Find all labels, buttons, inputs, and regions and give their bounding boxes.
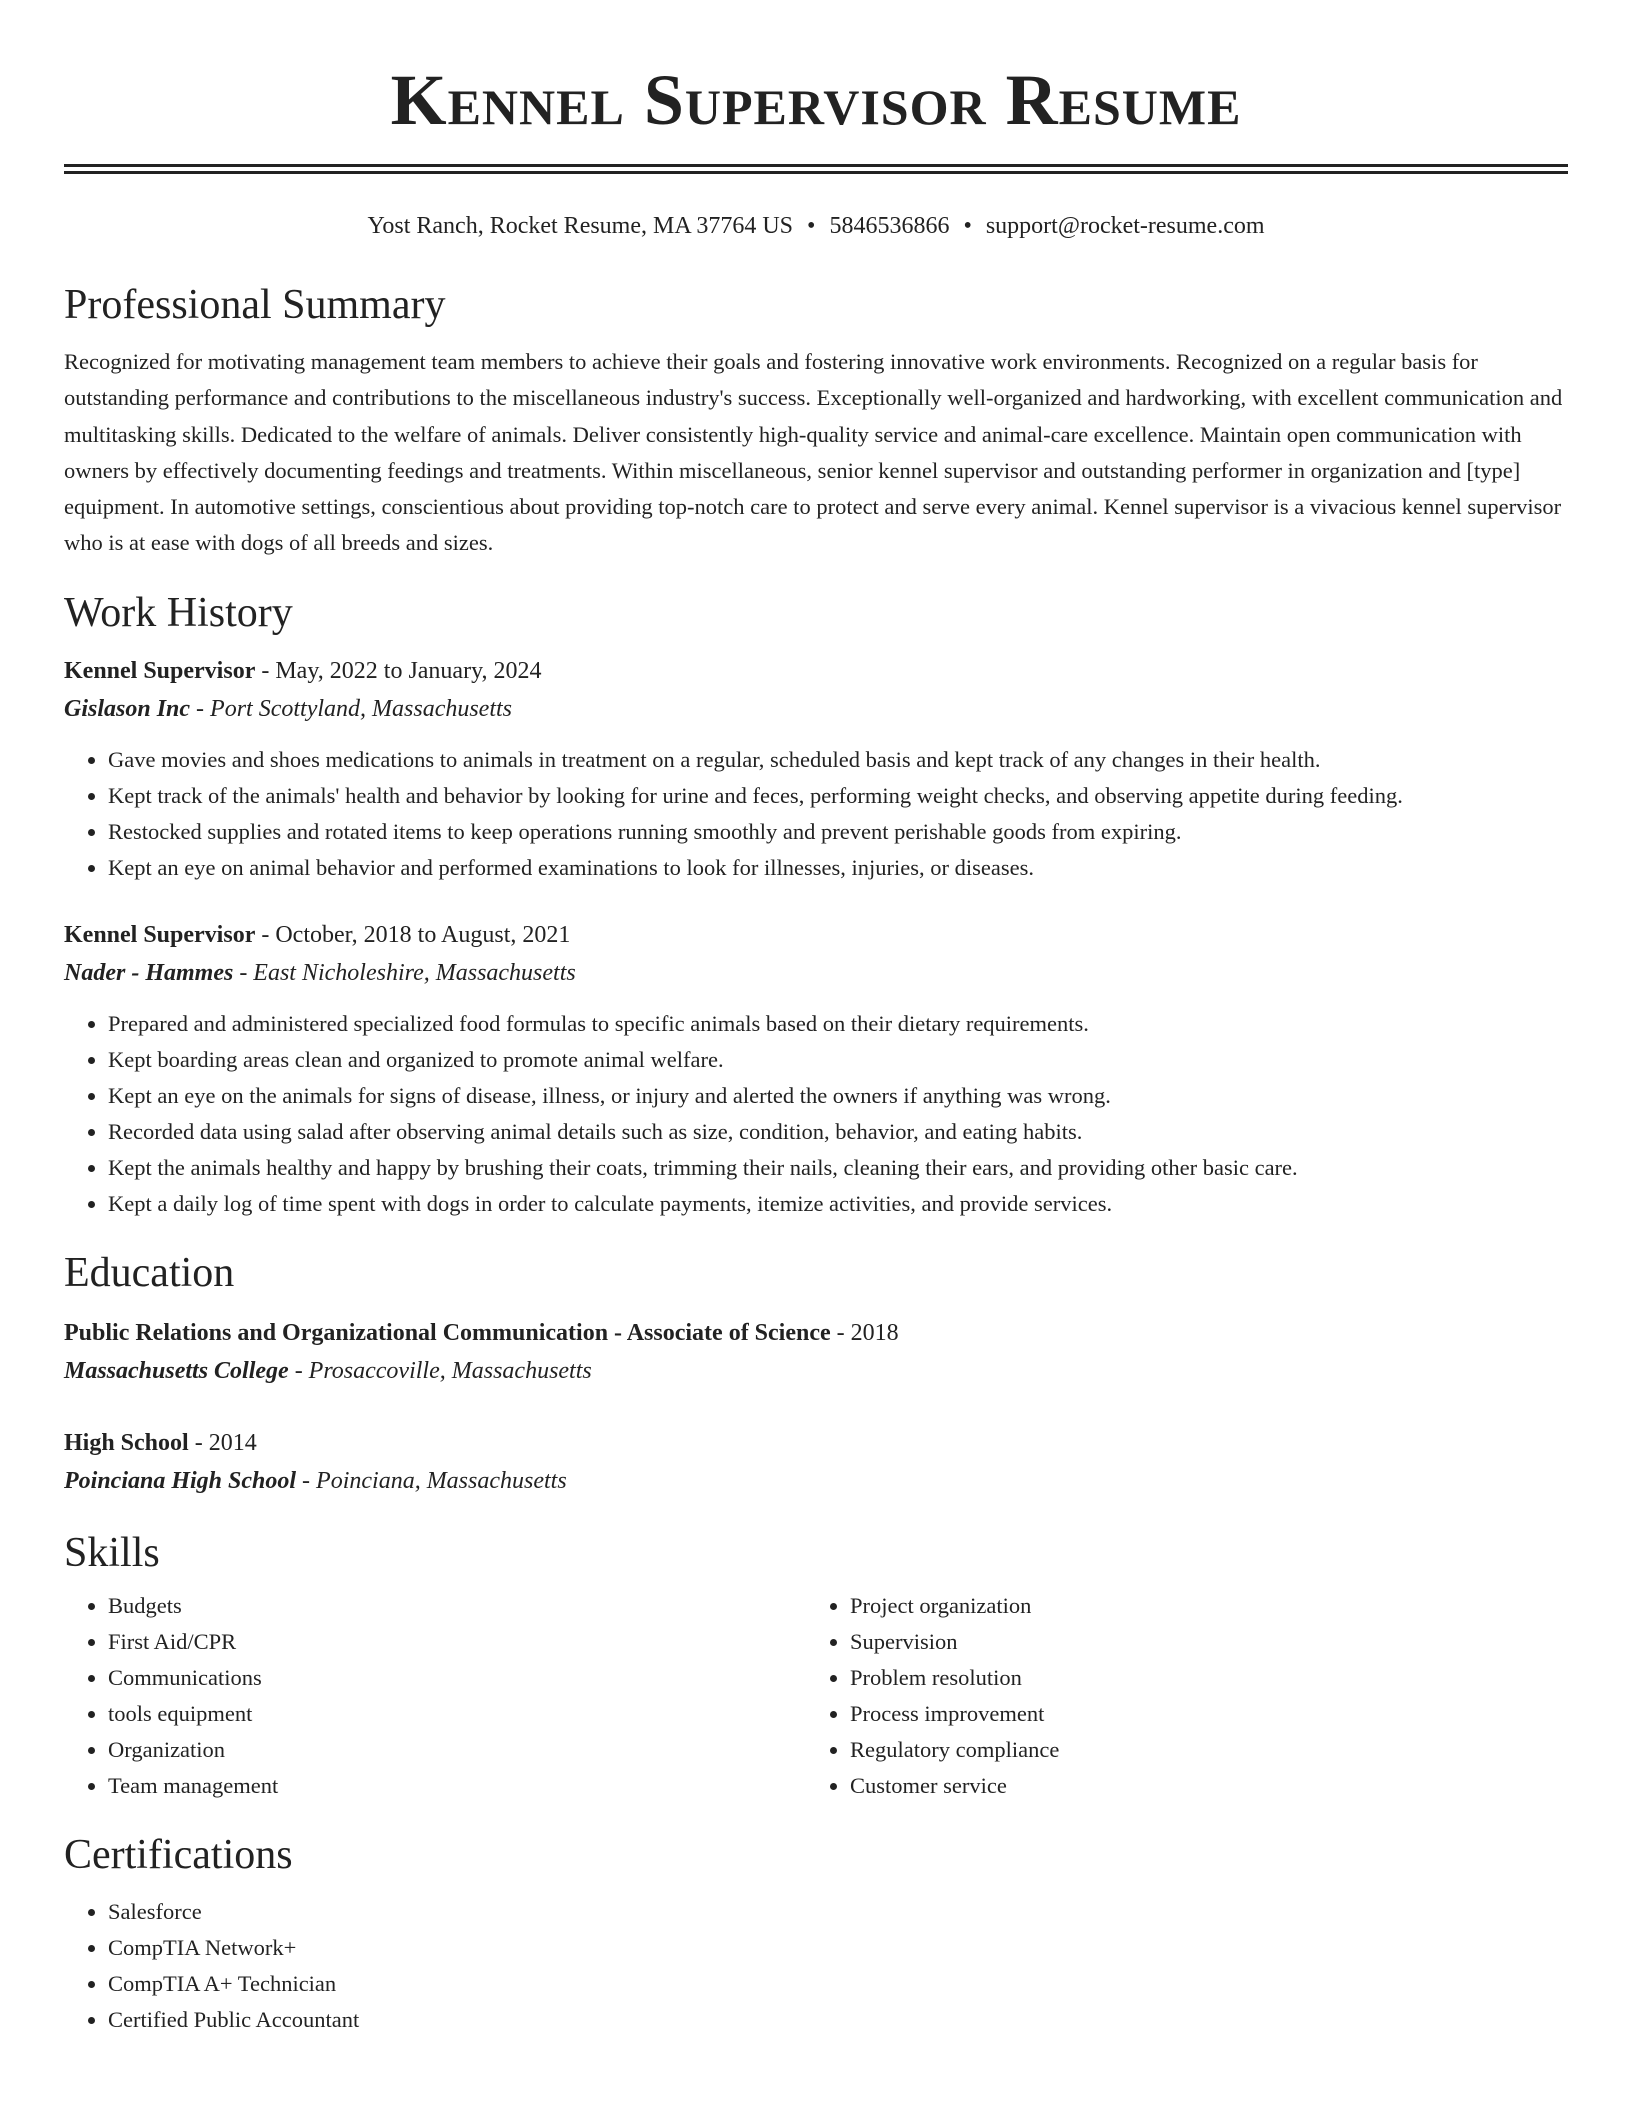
education-heading: Education (64, 1249, 235, 1296)
skills-grid (64, 1588, 1568, 1804)
work-history-heading: Work History (64, 589, 293, 636)
list-item: • Restocked supplies and rotated items to keep operations running smoothly and prevent perishable goods from expiring. (108, 814, 1568, 850)
skill-item: • Supervision (850, 1624, 1548, 1660)
school-name: Massachusetts College (64, 1357, 289, 1384)
skill-item: • Communications (108, 1660, 806, 1696)
certifications-list (64, 1894, 1568, 2038)
job-bullets (64, 1006, 1568, 1222)
skill-item: • tools equipment (108, 1696, 806, 1732)
school-location: - Prosaccoville, Massachusetts (288, 1357, 592, 1384)
job-company-line (64, 954, 1568, 992)
job-bullets (64, 742, 1568, 886)
job-title-line (64, 652, 1568, 690)
skill-item: • First Aid/CPR (108, 1624, 806, 1660)
contact-line (64, 210, 1568, 242)
list-item: • Gave movies and shoes medications to animals in treatment on a regular, scheduled basis and kept track of any changes in their health. (108, 742, 1568, 778)
summary-heading: Professional Summary (64, 282, 446, 328)
skill-item: • Project organization (850, 1588, 1548, 1624)
job-title: Kennel Supervisor (64, 921, 256, 948)
skill-item: • Organization (108, 1732, 806, 1768)
contact-separator: • (963, 213, 972, 239)
skill-item: • Problem resolution (850, 1660, 1548, 1696)
skills-column-right (806, 1588, 1548, 1804)
job-entry (64, 916, 1568, 1222)
job-title: Kennel Supervisor (64, 657, 256, 684)
certification-item: • CompTIA Network+ (108, 1930, 1568, 1966)
degree-name: High School (64, 1429, 189, 1456)
skill-item: • Team management (108, 1768, 806, 1804)
skill-item: • Process improvement (850, 1696, 1548, 1732)
job-entry (64, 652, 1568, 886)
skill-item: • Customer service (850, 1768, 1548, 1804)
education-entry (64, 1314, 1568, 1390)
school-line (64, 1352, 1568, 1390)
list-item: • Kept boarding areas clean and organized to promote animal welfare. (108, 1042, 1568, 1078)
job-dates: - October, 2018 to August, 2021 (255, 921, 571, 948)
list-item: • Kept a daily log of time spent with dogs in order to calculate payments, itemize activities, and provide services. (108, 1186, 1568, 1222)
skill-item: • Budgets (108, 1588, 806, 1624)
job-company-line (64, 690, 1568, 728)
certifications-heading: Certifications (64, 1831, 293, 1878)
certification-item: • CompTIA A+ Technician (108, 1966, 1568, 2002)
list-item: • Prepared and administered specialized food formulas to specific animals based on their dietary requirements. (108, 1006, 1568, 1042)
skills-heading: Skills (64, 1529, 160, 1576)
list-item: • Kept the animals healthy and happy by brushing their coats, trimming their nails, cleaning their ears, and providing other basic care. (108, 1150, 1568, 1186)
degree-year: - 2014 (188, 1429, 257, 1456)
school-location: - Poinciana, Massachusetts (296, 1467, 567, 1494)
degree-year: - 2018 (830, 1319, 899, 1346)
degree-line (64, 1314, 1568, 1352)
contact-address: Yost Ranch, Rocket Resume, MA 37764 US (367, 213, 794, 239)
job-title-line (64, 916, 1568, 954)
contact-email: support@rocket-resume.com (985, 213, 1265, 239)
degree-line (64, 1424, 1568, 1462)
resume-title: Kennel Supervisor Resume (390, 60, 1242, 140)
education-entry (64, 1424, 1568, 1500)
list-item: • Kept an eye on the animals for signs of disease, illness, or injury and alerted the owners if anything was wrong. (108, 1078, 1568, 1114)
degree-name: Public Relations and Organizational Communication - Associate of Science (64, 1319, 831, 1346)
certification-item: • Certified Public Accountant (108, 2002, 1568, 2038)
job-location: - East Nicholeshire, Massachusetts (233, 959, 576, 986)
list-item: • Kept an eye on animal behavior and performed examinations to look for illnesses, injuries, or diseases. (108, 850, 1568, 886)
job-location: - Port Scottyland, Massachusetts (190, 695, 513, 722)
list-item: • Kept track of the animals' health and behavior by looking for urine and feces, performing weight checks, and observing appetite during feeding. (108, 778, 1568, 814)
skill-item: • Regulatory compliance (850, 1732, 1548, 1768)
job-company: Gislason Inc (64, 695, 191, 722)
list-item: • Recorded data using salad after observing animal details such as size, condition, behavior, and eating habits. (108, 1114, 1568, 1150)
contact-separator: • (807, 213, 816, 239)
school-name: Poinciana High School (64, 1467, 297, 1494)
title-divider (64, 164, 1568, 174)
contact-phone: 5846536866 (829, 213, 950, 239)
summary-text: Recognized for motivating management team members to achieve their goals and fostering innovative work environments. Recognized on a regular basis for outstanding performance and contributions to the miscellaneous industry's success. Exceptionally well-organized and hardworking, with excellent communication and multitasking skills. Dedicated to the welfare of animals. Deliver consistently high-quality service and animal-care excellence. Maintain open communication with owners by effectively documenting feedings and treatments. Within miscellaneous, senior kennel supervisor and outstanding performer in organization and [type] equipment. In automotive settings, conscientious about providing top-notch care to protect and serve every animal. Kennel supervisor is a vivacious kennel supervisor who is at ease with dogs of all breeds and sizes. (64, 349, 1563, 556)
skills-column-left (64, 1588, 806, 1804)
job-company: Nader - Hammes (64, 959, 234, 986)
school-line (64, 1462, 1568, 1500)
job-dates: - May, 2022 to January, 2024 (255, 657, 542, 684)
certification-item: • Salesforce (108, 1894, 1568, 1930)
